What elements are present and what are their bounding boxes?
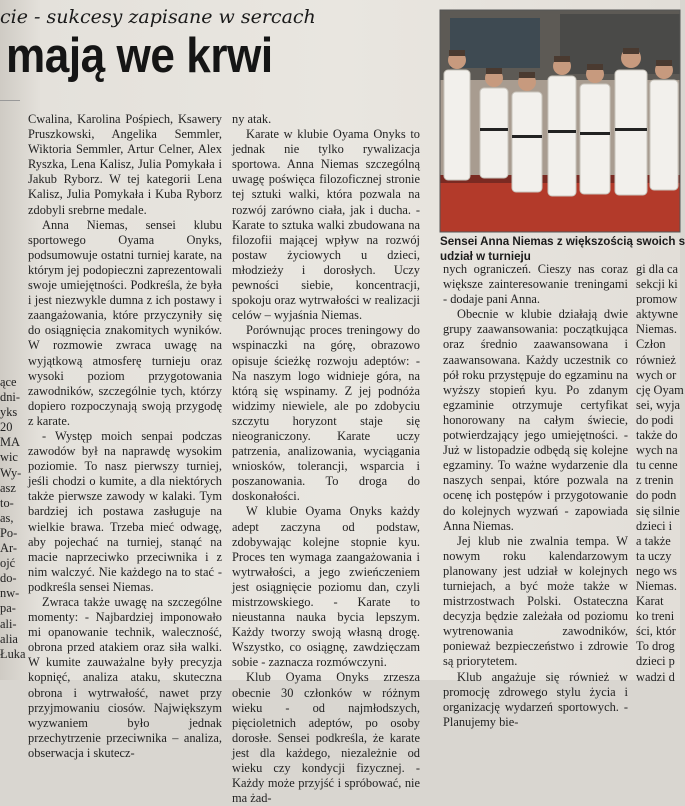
text-fragment: Niemas. <box>636 322 677 337</box>
paragraph: W klubie Oyama Onyks każdy adept zaczyna od podstaw, zdobywając kolejne stopnie kyu. Proces ten wymaga zaangażowania i wytrwałości, a jego zwieńczeniem jest osiągnięcie poziomu dan, czyli mistrzowskiego. - Karate to nieustanna nauka bycia lepszym. Każdy tworzy swoją własną drogę. Wszystko, co osiągnę, zawdzięczam sobie - zaznacza rozmówczyni. <box>232 504 420 670</box>
text-fragment: sekcji ki <box>636 277 678 292</box>
text-fragment: yks <box>0 405 18 420</box>
text-fragment: dzieci p <box>636 654 675 669</box>
text-fragment: się silnie <box>636 503 680 518</box>
text-fragment: pa- <box>0 601 16 616</box>
text-fragment: ojć <box>0 556 16 571</box>
text-fragment: wych or <box>636 367 677 382</box>
text-fragment: aktywne <box>636 307 678 322</box>
text-fragment: również <box>636 352 676 367</box>
text-fragment: tu cenne <box>636 458 678 473</box>
text-fragment: dzieci i <box>636 518 673 533</box>
right-column-fragments <box>636 262 684 684</box>
text-fragment: dni- <box>0 390 20 405</box>
paragraph: Cwalina, Karolina Pośpiech, Ksawery Pruszkowski, Angelika Semmler, Wiktoria Semmler, Artur Celner, Alex Ryszka, Lena Kalisz, Julia Pomykała i Jakub Ryborz. W tej kategorii Lena Kalisz, Julia Pomykała i Kuba Ryborz zdobyli srebrne medale. <box>28 112 222 217</box>
text-fragment: promow <box>636 292 678 307</box>
text-fragment: Niemas. <box>636 578 677 593</box>
paragraph: Klub angażuje się również w promocję zdrowego stylu życia i organizację wydarzeń sportowych. - Planujemy bie- <box>443 669 628 729</box>
paragraph: Jej klub nie zwalnia tempa. W nowym roku kalendarzowym planowany jest udział w kolejnych turniejach, a być może także w mistrzostwach Polski. Ostateczna decyzja będzie zależała od poziomu wytrenowania zawodników, ponieważ bezpieczeństwo i zdrowie są priorytetem. <box>443 533 628 669</box>
article-column-3 <box>443 262 628 729</box>
text-fragment: gi dla ca <box>636 262 678 276</box>
text-fragment: także do <box>636 428 678 443</box>
text-fragment: Człon <box>636 337 666 352</box>
text-fragment: ko treni <box>636 609 675 624</box>
paragraph: Obecnie w klubie działają dwie grupy zaawansowania: początkująca oraz średnio zaawansowana i zaawansowana. Każdy uczestnik co pół roku przystępuje do egzaminu na wyższy stopień kyu. Po zdanym egzaminie otrzymuje certyfikat honorowany na całym świecie, potwierdzający jego umiejętności. - Już w listopadzie odbędą się kolejne egzaminy. To ważne wydarzenie dla naszych senpai, które pozwala na ocenę ich postępów i przygotowanie do kolejnych wyzwań - zapowiada Anna Niemas. <box>443 307 628 533</box>
text-fragment: asz <box>0 480 16 495</box>
text-fragment: Po- <box>0 525 18 540</box>
text-fragment: nego ws <box>636 563 677 578</box>
text-fragment: z trenin <box>636 473 674 488</box>
text-fragment: cję Oyam <box>636 382 684 397</box>
article-column-2 <box>232 112 420 806</box>
text-fragment: MA <box>0 435 20 450</box>
caption-line-2: udział w turnieju <box>440 250 531 263</box>
left-column-fragments <box>0 375 26 675</box>
text-fragment: Wy- <box>0 465 22 480</box>
text-fragment: ści, któr <box>636 624 676 639</box>
paragraph: ny atak. <box>232 112 272 126</box>
text-fragment: as, <box>0 510 14 525</box>
text-fragment: do podi <box>636 412 674 427</box>
text-fragment: To drog <box>636 639 675 654</box>
paragraph: nych ograniczeń. Cieszy nas coraz większe zainteresowanie treningami - dodaje pani Anna. <box>443 262 628 307</box>
paragraph: Zwraca także uwagę na szczególne momenty: - Najbardziej imponowało mi opanowanie technik, waleczność, obrona przed atakiem oraz siła walki. W kumite zauważalne były precyzja kopnięć, analiza ataku, skuteczna obrona i wytrwałość, nawet przy przyjmowaniu ciosów. Największym wyzwaniem było jednak przechytrzenie przeciwnika – analiza, obserwacja i skutecz- <box>28 595 222 760</box>
text-fragment: alia <box>0 631 18 646</box>
text-fragment: do podn <box>636 488 677 503</box>
karate-group-photo <box>440 10 680 232</box>
paragraph: Porównując proces treningowy do wspinaczki na górę, obrazowo opisuje ścieżkę rozwoju adeptów: - Na naszym logo widnieje góra, na którą się wspinamy. Z jej podnóża widzimy niewiele, ale po zdobyciu szczytu horyzont staje się nieograniczony. Karate uczy patrzenia, analizowania, wyciągania wniosków, tolerancji, wsparcia i poszanowania. To droga do doskonałości. <box>232 323 420 504</box>
divider <box>0 100 20 101</box>
caption-line-1: Sensei Anna Niemas z większością swoich s <box>440 235 685 248</box>
text-fragment: Ar- <box>0 541 17 556</box>
article-column-1 <box>28 112 222 760</box>
paragraph: - Występ moich senpai podczas zawodów był na naprawdę wysokim poziomie. To nasz pierwszy turniej, jeśli chodzi o kumite, a dla niektórych także pierwsze zawody w kalaki. Tym bardziej ich postawa zasługuje na wielkie brawa. Trzeba mieć odwagę, aby pojechać na turniej, stanąć na macie naprzeciwko przeciwnika i z nim walczyć. Nie każdego na to stać - podkreśla sensei Niemas. <box>28 428 222 594</box>
text-fragment: Karat <box>636 594 664 609</box>
text-fragment: a także <box>636 533 671 548</box>
text-fragment: ali- <box>0 616 17 631</box>
article-kicker: cie - sukcesy zapisane w sercach <box>0 6 316 28</box>
paragraph: Karate w klubie Oyama Onyks to jednak nie tylko rywalizacja sportowa. Anna Niemas szczególną uwagę poświęca filozoficznej stronie tej sztuki walki, która pozwala na rozwój zarówno ciała, jak i ducha. - Karate to sztuka walki zbudowana na filozofii mającej wpływ na rozwój postaw życiowych u dzieci, młodzieży i dorosłych. Uczy pewności siebie, koncentracji, spokoju oraz wytrwałości w realizacji celów – wyjaśnia Niemas. <box>232 127 420 323</box>
photo-caption <box>440 234 685 264</box>
article-headline: mają we krwi <box>6 29 273 83</box>
paragraph: Klub Oyama Onyks zrzesza obecnie 30 członków w różnym wieku - od najmłodszych, pięcioletnich adeptów, po osoby dorosłe. Sensei podkreśla, że karate jest dla każdego, niezależnie od wieku czy kondycji fizycznej. - Każdy może przyjść i spróbować, nie ma żad- <box>232 670 420 806</box>
text-fragment: sei, wyja <box>636 397 681 412</box>
text-fragment: to- <box>0 495 14 510</box>
text-fragment: do- <box>0 571 17 586</box>
text-fragment: ące <box>0 375 17 389</box>
text-fragment: wych na <box>636 443 678 458</box>
text-fragment: Łuka <box>0 646 26 661</box>
text-fragment: nw- <box>0 586 20 601</box>
text-fragment: 20 <box>0 420 13 435</box>
paragraph: Anna Niemas, sensei klubu sportowego Oyama Onyks, podsumowuje ostatni turniej karate, na którym jej podopieczni zaprezentowali swoje umiejętności. Podkreśla, że była i jest niezwykle dumna z ich postawy i zaangażowania, które przyczyniły się do osiągnięcia znakomitych wyników. W rozmowie zwraca uwagę na wyjątkową atmosferę turnieju oraz wysoki poziom przygotowania zawodników, szczególnie tych, którzy dopiero rozpoczynają swoją przygodę z karate. <box>28 217 222 428</box>
text-fragment: wadzi d <box>636 669 675 684</box>
text-fragment: ta uczy <box>636 548 672 563</box>
text-fragment: wic <box>0 450 18 465</box>
